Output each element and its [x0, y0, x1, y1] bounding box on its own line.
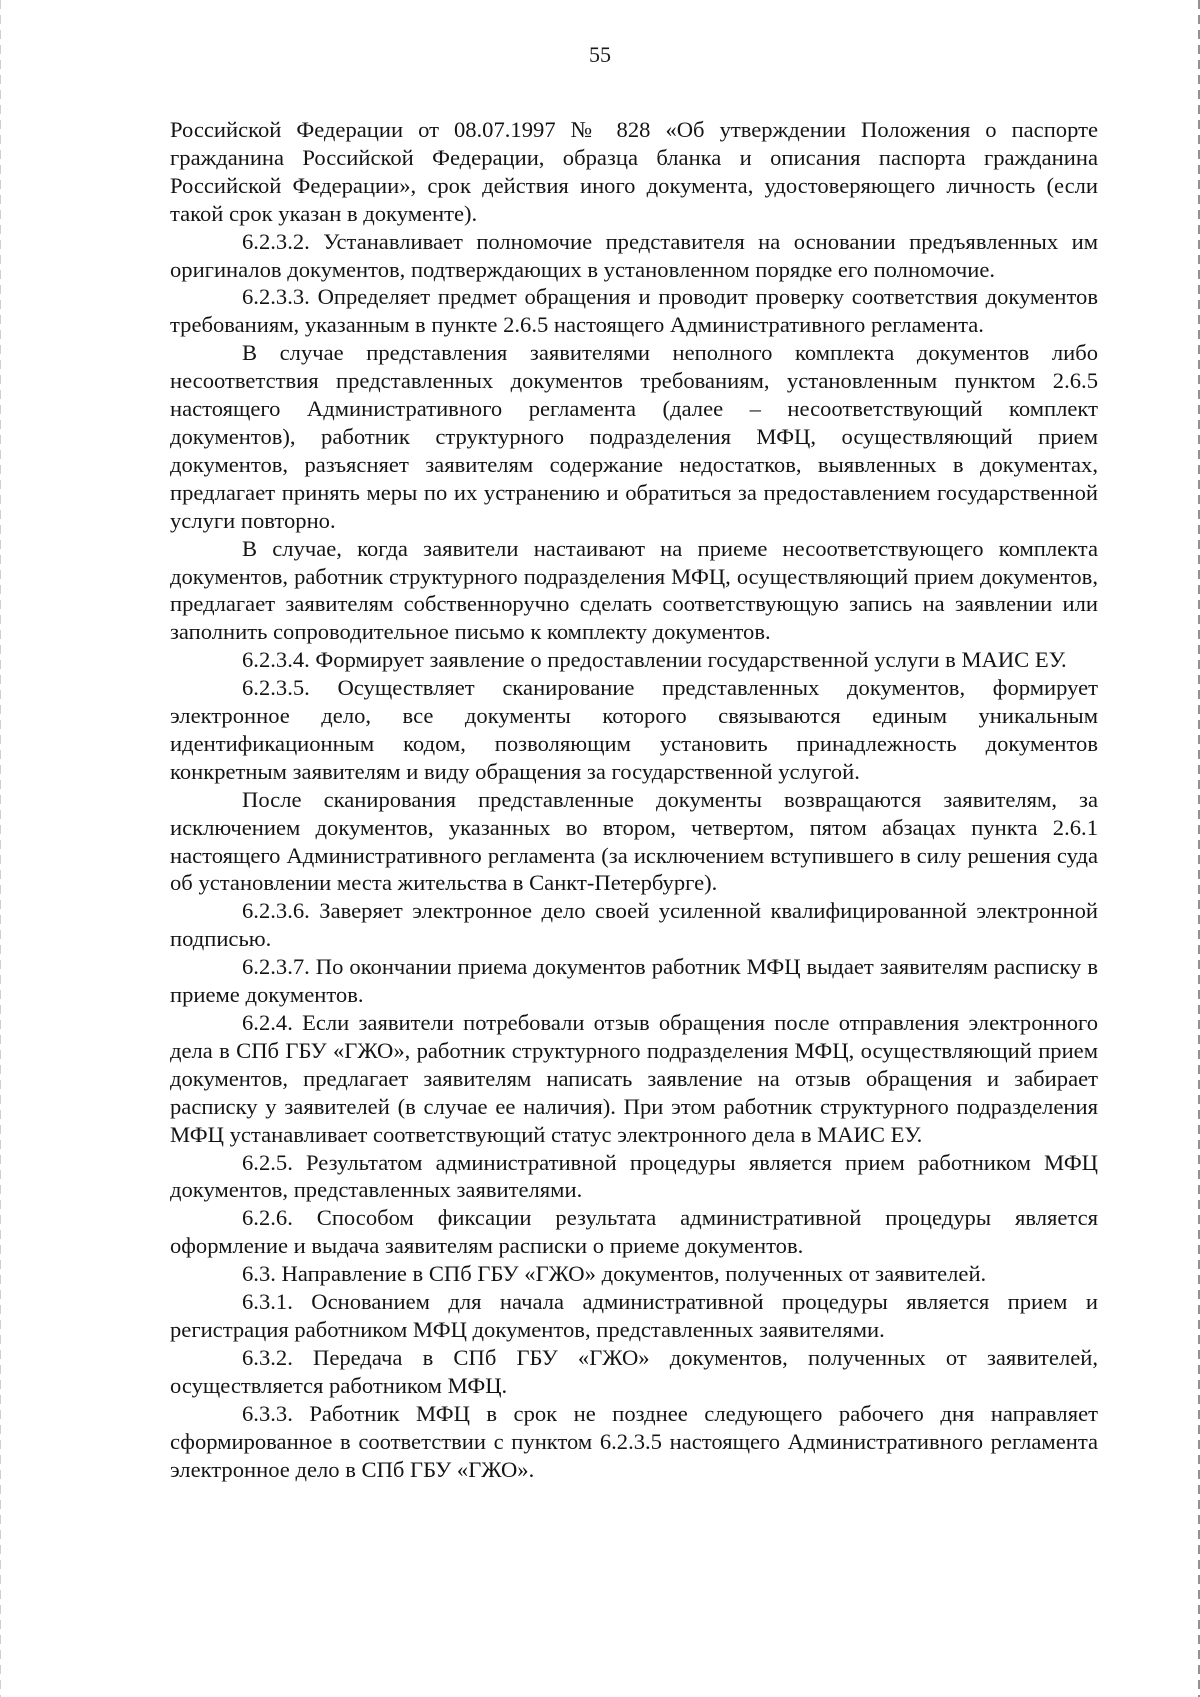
paragraph-6-2-5: 6.2.5. Результатом административной процедуры является прием работником МФЦ документов, представленных заявителями.: [170, 1149, 1098, 1203]
paragraph-applicants-insist: В случае, когда заявители настаивают на приеме несоответствующего комплекта документов, работник структурного подразделения МФЦ, осуществляющий прием документов, предлагает заявителям собственноручно сделать соответствующую запись на заявлении или заполнить сопроводительное письмо к комплекту документов.: [170, 535, 1098, 645]
paragraph-6-2-3-7: 6.2.3.7. По окончании приема документов работник МФЦ выдает заявителям расписку в приеме документов.: [170, 954, 1098, 1008]
paragraph-6-2-6: 6.2.6. Способом фиксации результата административной процедуры является оформление и выдача заявителям расписки о приеме документов.: [170, 1205, 1098, 1259]
paragraph-6-3: 6.3. Направление в СПб ГБУ «ГЖО» документов, полученных от заявителей.: [242, 1261, 987, 1287]
paragraph-continuation: Российской Федерации от 08.07.1997 № 828 «Об утверждении Положения о паспорте гражданина Российской Федерации, образца бланка и описания паспорта гражданина Российской Федерации», срок действия иного документа, удостоверяющего личность (если такой срок указан в документе).: [170, 117, 1098, 226]
paragraph-6-3-1: 6.3.1. Основанием для начала административной процедуры является прием и регистрация работником МФЦ документов, представленных заявителями.: [170, 1289, 1098, 1342]
paragraph-incomplete-documents: В случае представления заявителями неполного комплекта документов либо несоответствия представленных документов требованиям, установленным пунктом 2.6.5 настоящего Административного регламента (далее – несоответствующий комплект документов), работник структурного подразделения МФЦ, осуществляющий прием документов, разъясняет заявителям содержание недостатков, выявленных в документах, предлагает принять меры по их устранению и обратиться за предоставлением государственной услуги повторно.: [170, 340, 1098, 533]
paragraph-6-2-4: 6.2.4. Если заявители потребовали отзыв обращения после отправления электронного дела в СПб ГБУ «ГЖО», работник структурного подразделения МФЦ, осуществляющий прием документов, предлагает заявителям написать заявление на отзыв обращения и забирает расписку у заявителей (в случае ее наличия). При этом работник структурного подразделения МФЦ устанавливает соответствующий статус электронного дела в МАИС ЕУ.: [170, 1010, 1098, 1147]
document-body: [170, 116, 1098, 1483]
paragraph-6-3-3: 6.3.3. Работник МФЦ в срок не позднее следующего рабочего дня направляет сформированное в соответствии с пунктом 6.2.3.5 настоящего Административного регламента электронное дело в СПб ГБУ «ГЖО».: [170, 1400, 1098, 1482]
paragraph-6-3-2: 6.3.2. Передача в СПб ГБУ «ГЖО» документов, полученных от заявителей, осуществляется работником МФЦ.: [170, 1344, 1098, 1398]
paragraph-6-2-3-3: 6.2.3.3. Определяет предмет обращения и проводит проверку соответствия документов требованиям, указанным в пункте 2.6.5 настоящего Административного регламента.: [170, 284, 1098, 338]
page-number: 55: [589, 42, 611, 67]
paragraph-6-2-3-2: 6.2.3.2. Устанавливает полномочие представителя на основании предъявленных им оригиналов документов, подтверждающих в установленном порядке его полномочие.: [170, 228, 1098, 282]
scan-edge-left: [0, 0, 1, 1697]
paragraph-6-2-3-6: 6.2.3.6. Заверяет электронное дело своей усиленной квалифицированной электронной подписью.: [170, 898, 1098, 952]
paragraph-6-2-3-5: 6.2.3.5. Осуществляет сканирование представленных документов, формирует электронное дело, все документы которого связываются единым уникальным идентификационным кодом, позволяющим установить принадлежность документов конкретным заявителям и виду обращения за государственной услугой.: [170, 675, 1098, 784]
paragraph-6-2-3-4: 6.2.3.4. Формирует заявление о предоставлении государственной услуги в МАИС ЕУ.: [242, 647, 1067, 673]
paragraph-after-scanning: После сканирования представленные документы возвращаются заявителям, за исключением документов, указанных во втором, четвертом, пятом абзацах пункта 2.6.1 настоящего Административного регламента (за исключением вступившего в силу решения суда об установлении места жительства в Санкт-Петербурге).: [170, 786, 1098, 896]
